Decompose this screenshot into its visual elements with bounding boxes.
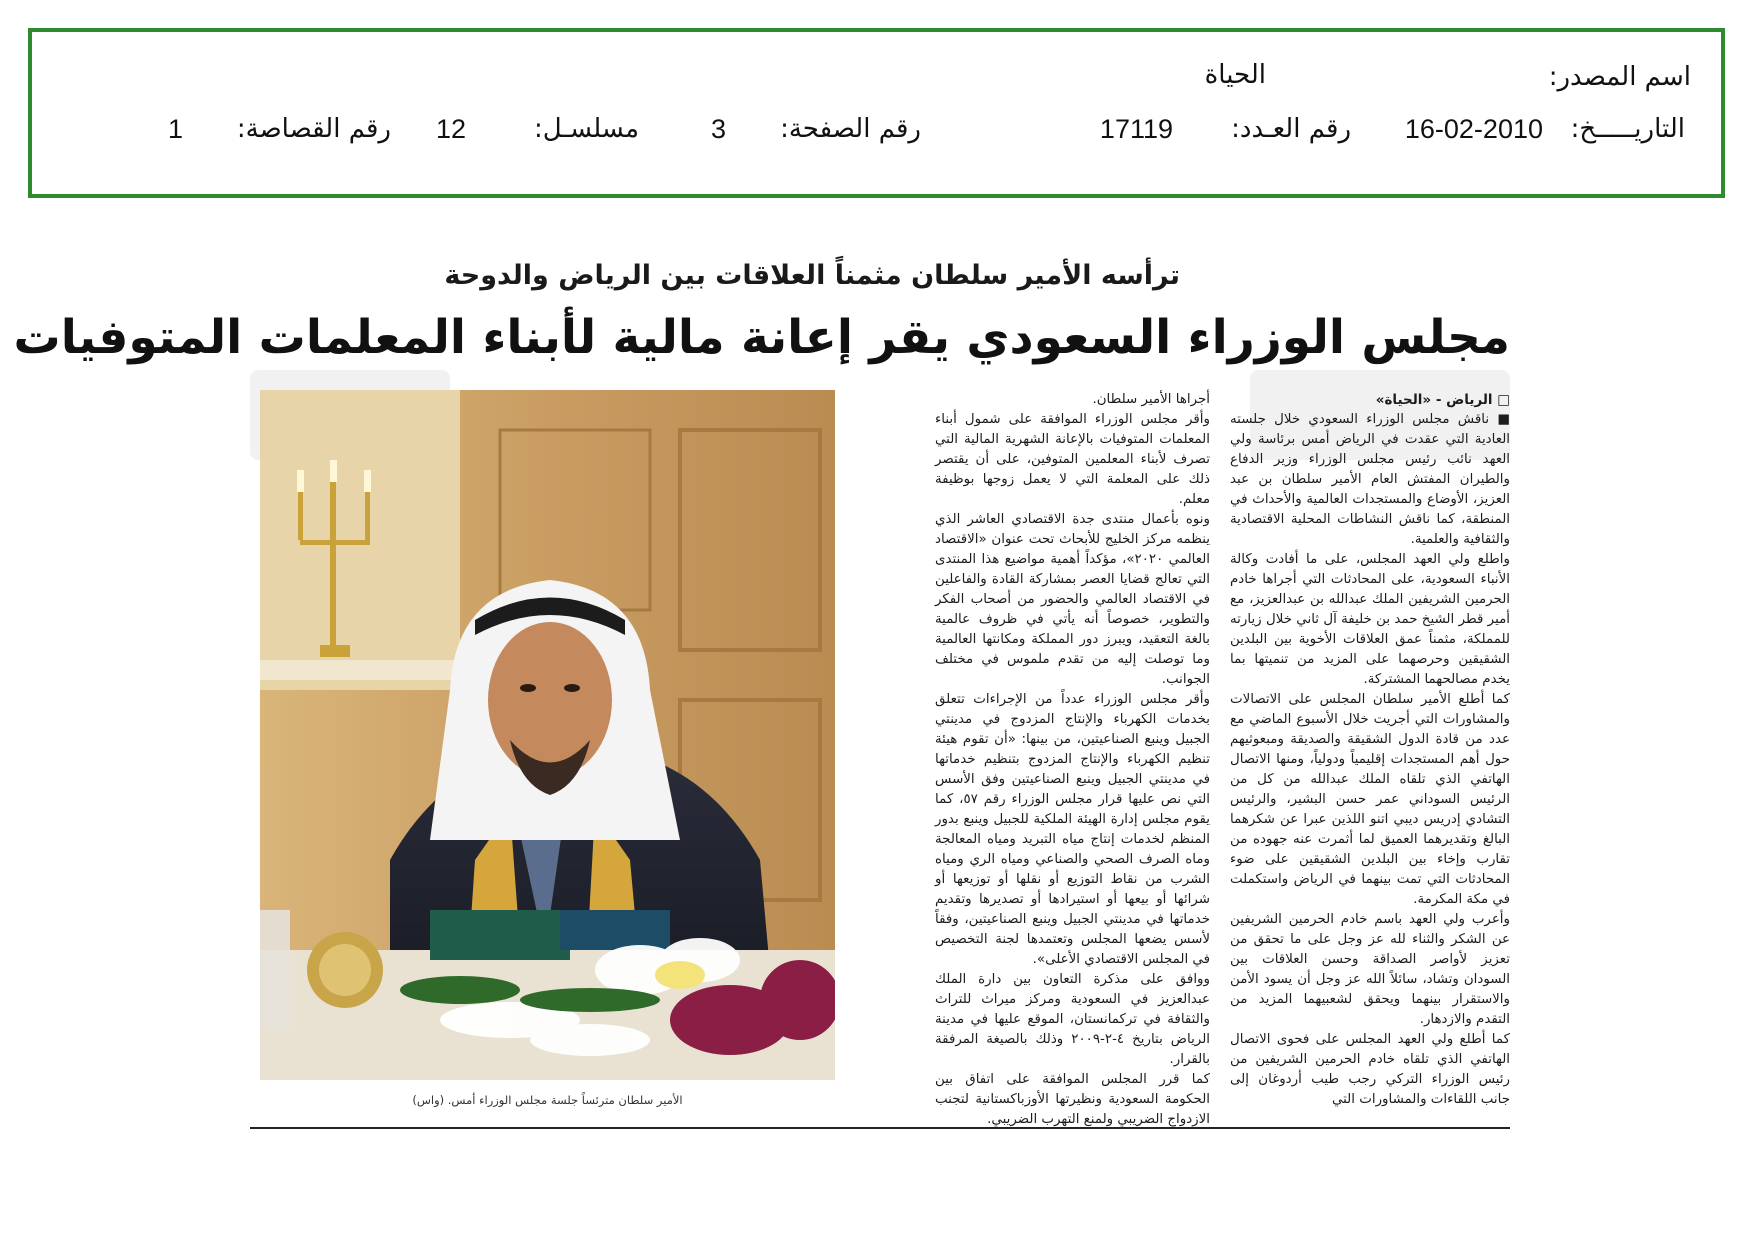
paragraph: واطلع ولي العهد المجلس، على ما أفادت وكالة الأنباء السعودية، على المحادثات التي أجراها خادم الحرمين الشريفين الملك عبدالله بن عبدالعزيز، مع أمير قطر الشيخ حمد بن خليفة آل ثاني خلال زيارته للمملكة، مثمناً عمق العلاقات الأخوية بين البلدين الشقيقين وحرصهما على المزيد من تنميتها بما يخدم مصالحهما المشتركة. (1230, 552, 1510, 687)
paragraph: كما قرر المجلس الموافقة على اتفاق بين الحكومة السعودية ونظيرتها الأوزباكستانية لتجنب الازدواج الضريبي ولمنع التهرب الضريبي. (935, 1072, 1210, 1127)
paragraph: ■ ناقش مجلس الوزراء السعودي خلال جلسته العادية التي عقدت في الرياض أمس برئاسة ولي العهد نائب رئيس مجلس الوزراء وزير الدفاع والطيران المفتش العام الأمير سلطان بن عبد العزيز، الأوضاع والمستجدات العالمية والأحداث في المنطقة، كما ناقش النشاطات المحلية الاقتصادية والثقافية والعلمية. (1230, 412, 1510, 547)
serial-label: مسلسـل: (534, 114, 639, 144)
date-value: 16-02-2010 (1404, 114, 1543, 144)
paragraph: ووافق على مذكرة التعاون بين دارة الملك عبدالعزيز في السعودية ومركز ميراث للتراث والثقافة في تركمانستان، الموقع عليها في مدينة الرياض بتاريخ ٤-٢-٢٠٠٩ وذلك بالصيغة المرفقة بالقرار. (935, 972, 1210, 1067)
paragraph: وأقر مجلس الوزراء عدداً من الإجراءات تتعلق بخدمات الكهرباء والإنتاج المزدوج في مدينتي الجبيل وينبع الصناعيتين، من بينها: «أن تقوم هيئة تنظيم الكهرباء والإنتاج المزدوج بتنظيم خدماتها في مدينتي الجبيل وينبع الصناعيتين وفق الأسس التي نص عليها قرار مجلس الوزراء رقم ٥٧، كما يقوم مجلس إدارة الهيئة الملكية للجبيل وينبع بدور المنظم لخدمات إنتاج مياه التبريد ومياه المعالجة وماه الصرف الصحي والصناعي ومياه الري ومياه الشرب من نقاط التوزيع أو نقلها أو توزيعها أو شرائها أو بيعها أو استيرادها أو تصديرها وتقديم خدماتها في مدينتي الجبيل وينبع الصناعيتين، وفقاً لأسس يضعها المجلس وتعتمدها لجنة التخصيص في المجلس الاقتصادي الأعلى». (935, 692, 1211, 967)
text-column-middle (935, 390, 1210, 1130)
photo-illustration (260, 390, 835, 1080)
article-kicker: ترأسه الأمير سلطان مثمناً العلاقات بين الرياض والدوحة (444, 260, 1180, 291)
source-label: اسم المصدر: (1548, 62, 1691, 92)
paragraph: وأعرب ولي العهد باسم خادم الحرمين الشريفين عن الشكر والثناء لله عز وجل على ما تحقق من تعزيز لأواصر الصداقة وحسن العلاقات بين السودان وتشاد، سائلاً الله عز وجل أن يسود الأمن والاستقرار بينهما ويحقق لشعبيهما المزيد من التقدم والازدهار. (1230, 912, 1510, 1027)
issue-label: رقم العـدد: (1231, 114, 1351, 144)
article-photo (260, 390, 835, 1080)
newspaper-article (13, 250, 1510, 1135)
page-label: رقم الصفحة: (780, 114, 921, 144)
photo-caption: الأمير سلطان مترئساً جلسة مجلس الوزراء أمس. (واس) (412, 1093, 683, 1107)
text-column-right (1230, 390, 1510, 1110)
page-value: 3 (710, 114, 726, 144)
source-value: الحياة (1204, 60, 1266, 90)
paragraph: كما أطلع الأمير سلطان المجلس على الاتصالات والمشاورات التي أجريت خلال الأسبوع الماضي مع عدد من قادة الدول الشقيقة والصديقة ومبعوثيهم حول أهم المستجدات إقليمياً ودولياً، ومنها الاتصال الهاتفي الذي تلقاه الملك عبدالله من كل من الرئيس السوداني عمر حسن البشير، والرئيس التشادي إدريس ديبي اتنو اللذين عبرا عن شكرهما البالغ وتقديرهما العميق لما أثمرت عنه جهوده من تقارب وإخاء بين البلدين الشقيقين على ضوء المحادثات التي تمت بينهما في الرياض واستكملت في مكة المكرمة. (1230, 692, 1510, 907)
paragraph: كما أطلع ولي العهد المجلس على فحوى الاتصال الهاتفي الذي تلقاه خادم الحرمين الشريفين من رئيس الوزراء التركي رجب طيب أردوغان إلى جانب اللقاءات والمشاورات التي (1230, 1032, 1510, 1107)
issue-value: 17119 (1099, 114, 1173, 144)
clip-value: 1 (167, 114, 183, 144)
paragraph: وأقر مجلس الوزراء الموافقة على شمول أبناء المعلمات المتوفيات بالإعانة الشهرية المالية التي تصرف لأبناء المعلمين المتوفين، على أن يقتصر ذلك على المعلمة التي لا يعمل زوجها بوظيفة معلم. (935, 412, 1210, 507)
paragraph: أجراها الأمير سلطان. (1092, 392, 1210, 407)
clipping-metadata-box (28, 28, 1725, 198)
date-label: التاريـــــخ: (1570, 114, 1685, 144)
serial-value: 12 (435, 114, 466, 144)
article-headline: مجلس الوزراء السعودي يقر إعانة مالية لأبناء المعلمات المتوفيات (13, 310, 1510, 365)
paragraph: ونوه بأعمال منتدى جدة الاقتصادي العاشر الذي ينظمه مركز الخليج للأبحاث تحت عنوان «الاقتصاد العالمي ٢٠٢٠»، مؤكداً أهمية مواضيع هذا المنتدى التي تعالج قضايا العصر بمشاركة القادة والفاعلين في الاقتصاد العالمي والحضور من أصحاب الفكر والتطوير، خصوصاً أنه يأتي في ظروف عالمية بالغة التعقيد، ويبرز دور المملكة ومكانتها العالمية وما توصلت إليه من تقدم ملموس في مختلف الجوانب. (935, 512, 1210, 687)
article-bottom-rule (250, 1127, 1510, 1129)
clip-label: رقم القصاصة: (236, 114, 391, 144)
byline: □ الرياض - «الحياة» (1375, 392, 1510, 408)
